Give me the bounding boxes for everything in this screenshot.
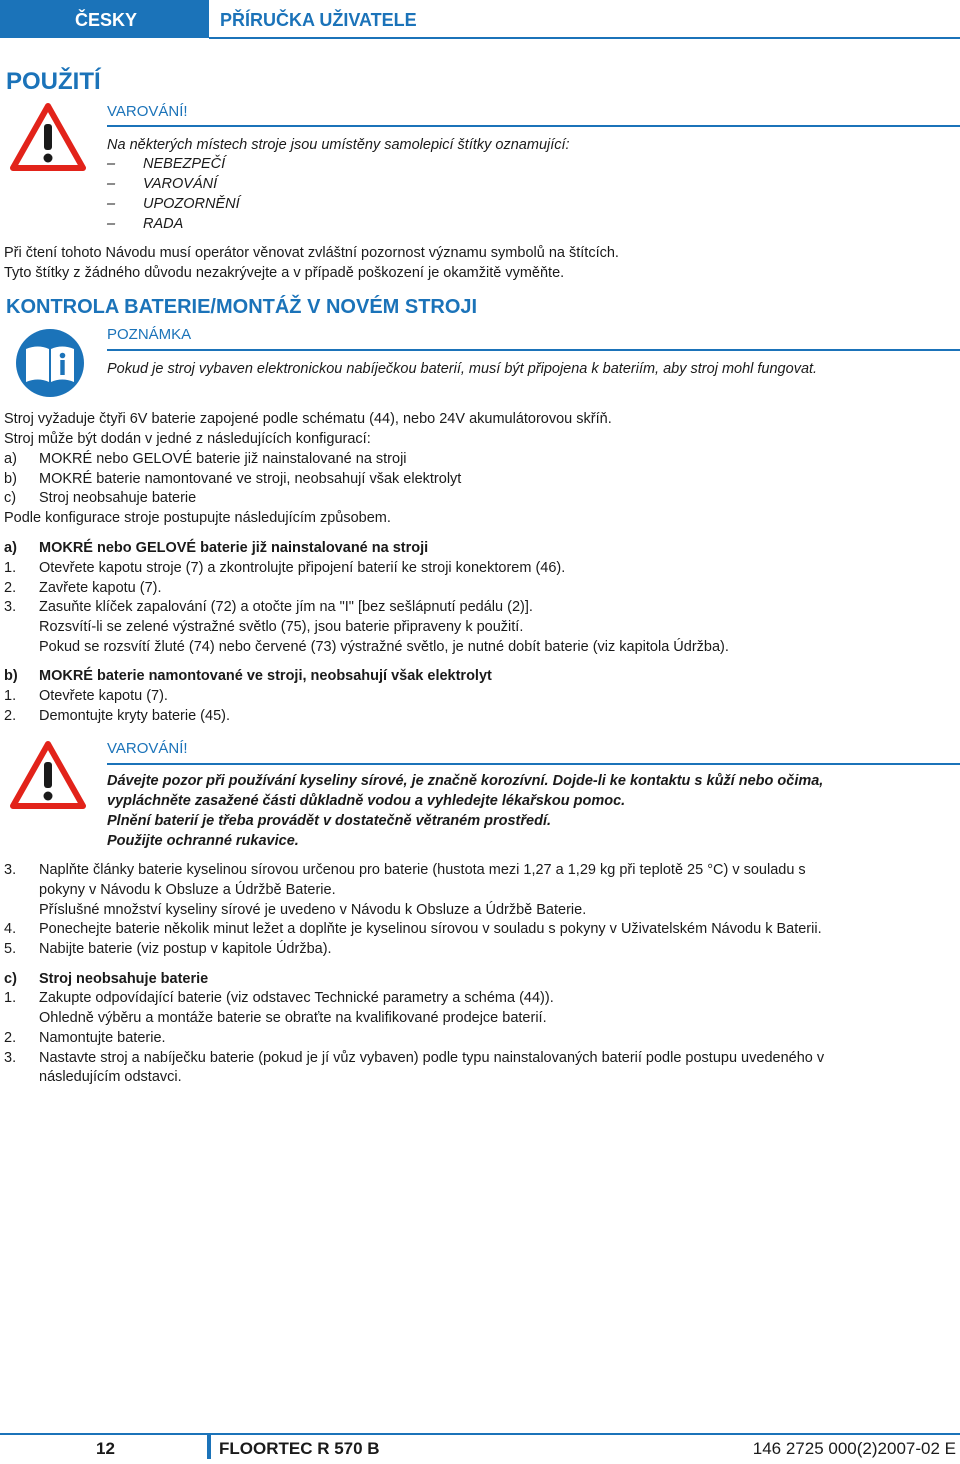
step-number: 4. — [4, 921, 17, 937]
paragraph: Podle konfigurace stroje postupujte následujícím způsobem. — [4, 510, 391, 526]
warning-item: VAROVÁNÍ — [143, 176, 218, 192]
list-item: Stroj neobsahuje baterie — [39, 490, 197, 506]
step-text: Demontujte kryty baterie (45). — [39, 708, 230, 724]
step-text: Nastavte stroj a nabíječku baterie (pokud je jí vůz vybaven) podle typu nainstalovaných baterií podle postupu uvedeného v — [39, 1050, 825, 1066]
note-label: POZNÁMKA — [107, 326, 192, 343]
warning-item-dash: – — [107, 176, 116, 192]
warning-label: VAROVÁNÍ! — [107, 740, 188, 757]
warning-item: UPOZORNĚNÍ — [143, 196, 240, 212]
step-number: 2. — [4, 708, 17, 724]
warning-divider — [107, 763, 960, 765]
warning-item: NEBEZPEČÍ — [143, 156, 226, 172]
warning-text: Použijte ochranné rukavice. — [107, 833, 299, 849]
subsection-marker: a) — [4, 540, 17, 556]
step-text: následujícím odstavci. — [39, 1069, 182, 1085]
step-number: 1. — [4, 688, 17, 704]
step-text: Příslušné množství kyseliny sírové je uvedeno v Návodu k Obsluze a Údržbě Baterie. — [39, 902, 587, 918]
document-code: 146 2725 000(2)2007-02 E — [752, 1439, 956, 1458]
paragraph: Stroj vyžaduje čtyři 6V baterie zapojené podle schématu (44), nebo 24V akumulátorovou skříň. — [4, 411, 612, 427]
warning-item-dash: – — [107, 196, 116, 212]
warning-triangle-icon — [10, 740, 86, 810]
step-text: Otevřete kapotu (7). — [39, 688, 168, 704]
manual-info-icon — [14, 327, 86, 399]
manual-title: PŘÍRUČKA UŽIVATELE — [220, 10, 417, 30]
list-marker: a) — [4, 451, 17, 467]
step-number: 1. — [4, 990, 17, 1006]
subsection-marker: c) — [4, 971, 17, 987]
step-text: Pokud se rozsvítí žluté (74) nebo červené (73) výstražné světlo, je nutné dobít baterie (viz kapitola Údržba). — [39, 639, 729, 655]
note-divider — [107, 349, 960, 351]
paragraph: Tyto štítky z žádného důvodu nezakrývejte a v případě poškození je okamžitě vyměňte. — [4, 265, 565, 281]
step-number: 3. — [4, 1050, 17, 1066]
warning-item: RADA — [143, 216, 184, 232]
page-number: 12 — [96, 1439, 115, 1458]
step-number: 2. — [4, 1030, 17, 1046]
section-title-battery: KONTROLA BATERIE/MONTÁŽ V NOVÉM STROJI — [6, 296, 478, 318]
paragraph: Stroj může být dodán v jedné z následujících konfigurací: — [4, 431, 371, 447]
paragraph: Při čtení tohoto Návodu musí operátor věnovat zvláštní pozornost významu symbolů na štítcích. — [4, 245, 619, 261]
list-marker: c) — [4, 490, 17, 506]
model-name: FLOORTEC R 570 B — [219, 1439, 380, 1458]
warning-divider — [107, 125, 960, 127]
warning-item-dash: – — [107, 156, 116, 172]
step-text: Otevřete kapotu stroje (7) a zkontrolujte připojení baterií ke stroji konektorem (46). — [39, 560, 566, 576]
list-marker: b) — [4, 471, 17, 487]
step-number: 3. — [4, 599, 17, 615]
footer-separator — [207, 1433, 211, 1459]
header-divider — [209, 37, 960, 39]
step-text: Zakupte odpovídající baterie (viz odstavec Technické parametry a schéma (44)). — [39, 990, 554, 1006]
warning-text: Dávejte pozor při používání kyseliny sírové, je značně korozívní. Dojde-li ke kontaktu s kůží nebo očima, — [107, 773, 824, 789]
warning-triangle-icon — [10, 102, 86, 172]
warning-text: vypláchněte zasažené části důkladně vodou a vyhledejte lékařskou pomoc. — [107, 793, 626, 809]
step-text: Rozsvítí-li se zelené výstražné světlo (75), jsou baterie připraveny k použití. — [39, 619, 524, 635]
warning-text: Plnění baterií je třeba provádět v dostatečně větraném prostředí. — [107, 813, 551, 829]
language-label: ČESKY — [75, 10, 138, 30]
step-number: 1. — [4, 560, 17, 576]
step-number: 2. — [4, 580, 17, 596]
step-text: Zavřete kapotu (7). — [39, 580, 162, 596]
subsection-marker: b) — [4, 668, 18, 684]
step-text: Naplňte články baterie kyselinou sírovou určenou pro baterie (hustota mezi 1,27 a 1,29 kg při teplotě 25 °C) v souladu s — [39, 862, 806, 878]
section-title-use: POUŽITÍ — [6, 68, 101, 95]
step-number: 5. — [4, 941, 17, 957]
subsection-title: MOKRÉ baterie namontované ve stroji, neobsahují však elektrolyt — [39, 668, 492, 684]
step-text: Nabijte baterie (viz postup v kapitole Údržba). — [39, 941, 332, 957]
note-text: Pokud je stroj vybaven elektronickou nabíječkou baterií, musí být připojena k bateriím, aby stroj mohl fungovat. — [107, 361, 818, 377]
step-number: 3. — [4, 862, 17, 878]
warning-label: VAROVÁNÍ! — [107, 103, 188, 120]
warning-intro: Na některých místech stroje jsou umístěny samolepicí štítky oznamující: — [107, 137, 570, 153]
step-text: Zasuňte klíček zapalování (72) a otočte jím na "I" [bez sešlápnutí pedálu (2)]. — [39, 599, 533, 615]
step-text: Namontujte baterie. — [39, 1030, 166, 1046]
list-item: MOKRÉ nebo GELOVÉ baterie již nainstalované na stroji — [39, 451, 407, 467]
warning-item-dash: – — [107, 216, 116, 232]
step-text: pokyny v Návodu k Obsluze a Údržbě Baterie. — [39, 882, 336, 898]
language-tab — [0, 0, 209, 38]
subsection-title: Stroj neobsahuje baterie — [39, 971, 209, 987]
footer-divider — [0, 1433, 960, 1435]
subsection-title: MOKRÉ nebo GELOVÉ baterie již nainstalované na stroji — [39, 540, 429, 556]
list-item: MOKRÉ baterie namontované ve stroji, neobsahují však elektrolyt — [39, 471, 462, 487]
step-text: Ohledně výběru a montáže baterie se obraťte na kvalifikované prodejce baterií. — [39, 1010, 547, 1026]
step-text: Ponechejte baterie několik minut ležet a doplňte je kyselinou sírovou v souladu s pokyny v Uživatelském Návodu k Baterii. — [39, 921, 822, 937]
